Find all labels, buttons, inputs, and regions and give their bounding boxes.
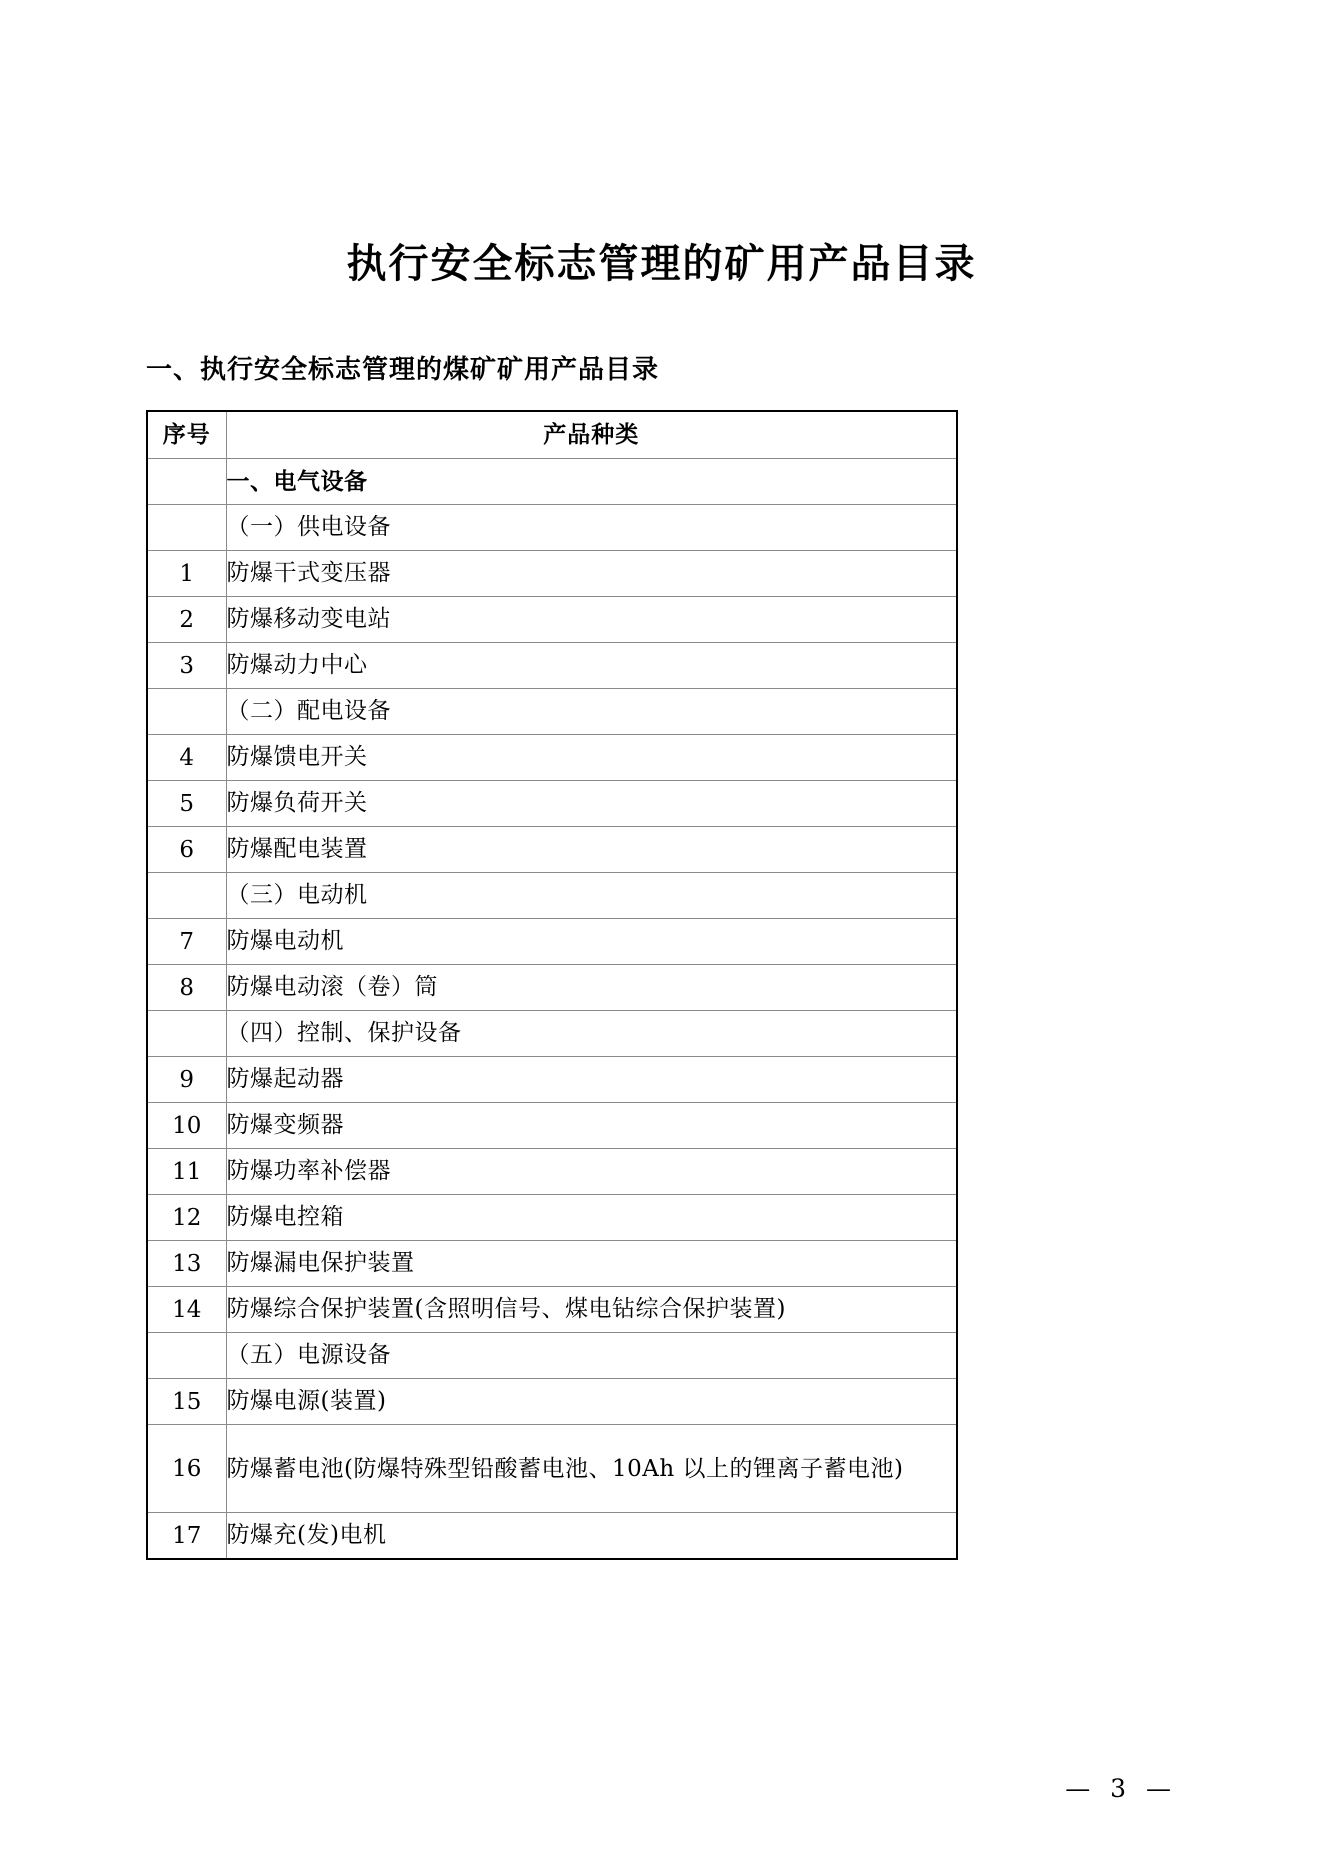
page-number: — 3 — [1065, 1774, 1177, 1803]
table-row [147, 735, 957, 781]
table-row [147, 643, 957, 689]
table-row [147, 1333, 957, 1379]
table-header-row [147, 411, 957, 459]
page-footer [0, 1721, 1323, 1871]
table-row [147, 1195, 957, 1241]
column-header-product-kind: 产品种类 [226, 411, 957, 459]
cell-serial-number: 13 [147, 1241, 226, 1287]
cell-product-kind: （四）控制、保护设备 [226, 1011, 957, 1057]
cell-serial-number [147, 505, 226, 551]
cell-serial-number: 1 [147, 551, 226, 597]
cell-serial-number: 15 [147, 1379, 226, 1425]
cell-serial-number: 14 [147, 1287, 226, 1333]
cell-product-kind: 防爆配电装置 [226, 827, 957, 873]
column-header-serial-number: 序号 [147, 411, 226, 459]
table-row [147, 1425, 957, 1513]
cell-product-kind: 防爆动力中心 [226, 643, 957, 689]
table-row [147, 965, 957, 1011]
cell-product-kind: 防爆负荷开关 [226, 781, 957, 827]
cell-serial-number: 17 [147, 1513, 226, 1559]
cell-product-kind: 防爆综合保护装置(含照明信号、煤电钻综合保护装置) [226, 1287, 957, 1333]
page-title: 执行安全标志管理的矿用产品目录 [346, 240, 977, 287]
cell-product-kind: （三）电动机 [226, 873, 957, 919]
cell-product-kind: （五）电源设备 [226, 1333, 957, 1379]
cell-product-kind: 防爆馈电开关 [226, 735, 957, 781]
cell-serial-number: 11 [147, 1149, 226, 1195]
cell-serial-number [147, 1011, 226, 1057]
cell-serial-number: 12 [147, 1195, 226, 1241]
table-row [147, 781, 957, 827]
table-row [147, 597, 957, 643]
cell-serial-number: 7 [147, 919, 226, 965]
cell-serial-number: 3 [147, 643, 226, 689]
cell-product-kind: 防爆功率补偿器 [226, 1149, 957, 1195]
table-row [147, 459, 957, 505]
cell-product-kind: 防爆充(发)电机 [226, 1513, 957, 1559]
cell-product-kind: （一）供电设备 [226, 505, 957, 551]
cell-serial-number: 6 [147, 827, 226, 873]
cell-serial-number: 10 [147, 1103, 226, 1149]
table-row [147, 1011, 957, 1057]
table-row [147, 919, 957, 965]
table-row [147, 827, 957, 873]
cell-serial-number [147, 1333, 226, 1379]
table-row [147, 1513, 957, 1559]
table-row [147, 1287, 957, 1333]
section-heading: 一、执行安全标志管理的煤矿矿用产品目录 [146, 355, 660, 385]
cell-product-kind: 防爆起动器 [226, 1057, 957, 1103]
table-body [147, 459, 957, 1559]
table-row [147, 1103, 957, 1149]
cell-product-kind: 防爆蓄电池(防爆特殊型铅酸蓄电池、10Ah 以上的锂离子蓄电池) [226, 1425, 957, 1513]
product-catalog-table [146, 410, 958, 1560]
table-row [147, 551, 957, 597]
cell-product-kind: 防爆漏电保护装置 [226, 1241, 957, 1287]
cell-serial-number: 9 [147, 1057, 226, 1103]
cell-product-kind: 防爆电动机 [226, 919, 957, 965]
cell-product-kind: （二）配电设备 [226, 689, 957, 735]
cell-product-kind: 防爆干式变压器 [226, 551, 957, 597]
cell-serial-number: 2 [147, 597, 226, 643]
table-row [147, 873, 957, 919]
catalog-table-container [0, 388, 1323, 1560]
cell-product-kind: 防爆电控箱 [226, 1195, 957, 1241]
cell-product-kind: 防爆移动变电站 [226, 597, 957, 643]
cell-serial-number [147, 873, 226, 919]
table-row [147, 689, 957, 735]
cell-serial-number [147, 459, 226, 505]
table-row [147, 1379, 957, 1425]
table-header [147, 411, 957, 459]
table-row [147, 505, 957, 551]
cell-serial-number: 16 [147, 1425, 226, 1513]
cell-product-kind: 防爆电动滚（卷）筒 [226, 965, 957, 1011]
cell-serial-number [147, 689, 226, 735]
table-row [147, 1241, 957, 1287]
table-row [147, 1149, 957, 1195]
table-row [147, 1057, 957, 1103]
cell-product-kind: 一、电气设备 [226, 459, 957, 505]
cell-product-kind: 防爆变频器 [226, 1103, 957, 1149]
cell-serial-number: 8 [147, 965, 226, 1011]
cell-product-kind: 防爆电源(装置) [226, 1379, 957, 1425]
cell-serial-number: 5 [147, 781, 226, 827]
cell-serial-number: 4 [147, 735, 226, 781]
